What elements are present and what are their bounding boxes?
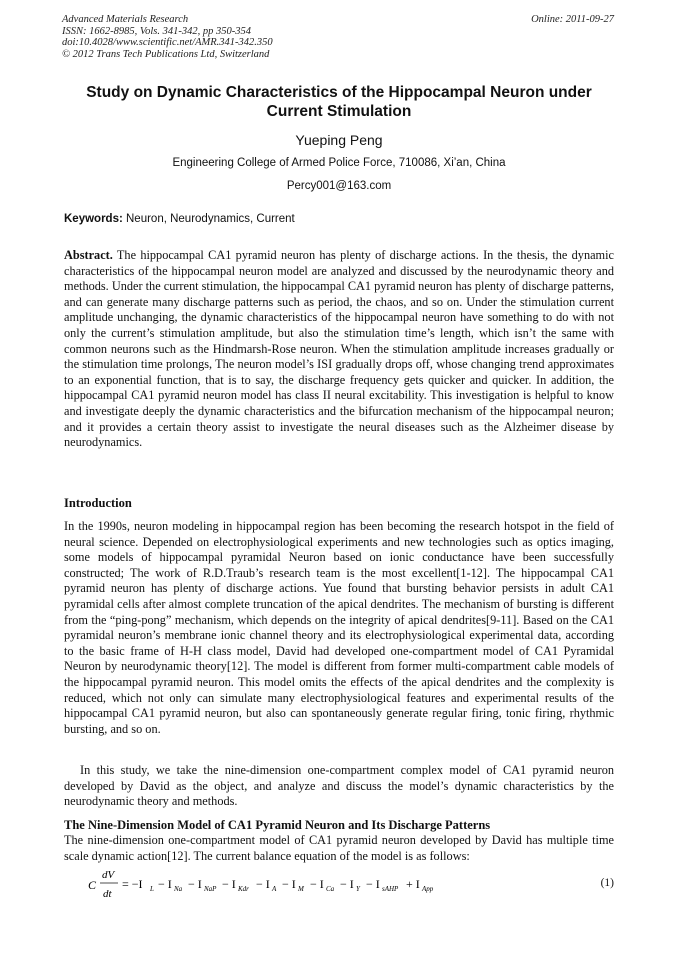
model-section-paragraph: The nine-dimension one-compartment model of CA1 pyramid neuron developed by David has multiple time scale dynamic action[12]. The current balance equation of the model is as follows: — [64, 833, 614, 863]
svg-text:Na: Na — [174, 885, 183, 893]
svg-text:+ I: + I — [406, 877, 420, 891]
equation-number: (1) — [600, 877, 614, 889]
author-email[interactable]: Percy001@163.com — [286, 180, 392, 192]
svg-text:M: M — [298, 885, 304, 893]
svg-text:Y: Y — [356, 885, 360, 893]
svg-text:− I: − I — [222, 877, 236, 891]
svg-text:− I: − I — [256, 877, 270, 891]
introduction-paragraph-2: In this study, we take the nine-dimension one-compartment complex model of CA1 pyramid neuron developed by David as the object, and analyze and discuss the model’s dynamic characteristics by the neurodynamic theory and methods. — [64, 763, 614, 809]
svg-text:− I: − I — [158, 877, 172, 891]
current-balance-equation — [88, 866, 614, 902]
author-name: Yueping Peng — [295, 132, 383, 148]
doi-line[interactable]: doi:10.4028/www.scientific.net/AMR.341-342.350 — [62, 37, 273, 48]
svg-text:dt: dt — [103, 888, 112, 900]
model-section-heading: The Nine-Dimension Model of CA1 Pyramid Neuron and Its Discharge Patterns — [64, 818, 491, 832]
keywords-text: Neuron, Neurodynamics, Current — [122, 213, 295, 225]
svg-text:dV: dV — [102, 869, 115, 881]
svg-text:L: L — [150, 885, 154, 893]
keywords-line — [64, 213, 295, 225]
journal-header — [62, 14, 273, 60]
introduction-paragraph-1: In the 1990s, neuron modeling in hippocampal region has been becoming the research hotspot in the field of neural science. Depended on electrophysiological experiments and new technologies such as optics imaging, some models of hippocampal pyramidal Neuron based on ionic conductance have been successfully constructed; The work of R.D.Traub’s research team is the most excellent[1-12]. The hippocampal CA1 pyramid neuron has plenty of discharge actions. Yue found that bursting behavior persists in adult CA1 pyramidal cells after almost complete truncation of the apical dendrites. The mechanism of bursting is different from the “ping-pong” mechanism, which depends on the integrity of apical dendrites[9-11]. Based on the CA1 pyramidal neuron’s membrane ionic channel theory and its electrophysiological experimental data, according to the basic frame of H-H class model, David had developed one-compartment model of CA1 Pyramidal Neuron by neurodynamic theory[12]. The model is different from former multi-compartment cable models of the hippocampal pyramid neuron. This model omits the effects of the apical dendrites and the complexity is reduced, which not only can simulate many electrophysiological features and experimental results of the hippocampal CA1 pyramid neuron, but also can spontaneously generate regular firing, tonic firing, rhythmic bursting, and so on. — [64, 519, 614, 736]
paper-title: Study on Dynamic Characteristics of the Hippocampal Neuron under Current Stimulation — [86, 84, 592, 120]
svg-text:= −I: = −I — [122, 877, 143, 891]
svg-text:Kdr: Kdr — [238, 885, 249, 893]
copyright-line: © 2012 Trans Tech Publications Ltd, Switzerland — [62, 48, 270, 60]
journal-name: Advanced Materials Research — [62, 14, 189, 25]
svg-text:A: A — [272, 885, 277, 893]
svg-text:Ca: Ca — [326, 885, 335, 893]
svg-text:− I: − I — [366, 877, 380, 891]
abstract-label: Abstract. — [64, 248, 113, 262]
abstract-text: The hippocampal CA1 pyramid neuron has plenty of discharge actions. In the thesis, the dynamic characteristics of the hippocampal neuron model are analyzed and discussed by the neurodynamic theory and methods. Under the current stimulation, the hippocampal CA1 pyramid neuron has plenty of discharge patterns, and can generate many discharge patterns such as period, the chaos, and so on. Under the stimulation current amplitude unchanging, the dynamic characteristics of the hippocampal neuron have something to do with not only the current’s stimulation amplitude, but also the stimulation time’s length, which isn’t the same with common neurons such as the Hindmarsh-Rose neuron. When the stimulation amplitude increases gradually or the stimulation time prolongs, The neuron model’s ISI gradually drops off, whose changing trend approximates to an exponential function, that is to say, the discharge frequency gets quicker and quicker. In addition, the hippocampal CA1 pyramid neuron model has class II neural excitability. This investigation is helpful to know and investigate deeply the dynamic characteristics and the bifurcation mechanism of the hippocampal neuron; and it provides a certain theory assist to investigate the neural diseases such as the Alzheimer disease by neurodynamics. — [64, 248, 614, 450]
abstract-paragraph — [64, 248, 614, 451]
svg-text:sAHP: sAHP — [382, 885, 399, 893]
svg-text:− I: − I — [340, 877, 354, 891]
svg-text:− I: − I — [282, 877, 296, 891]
equation-formula — [88, 866, 568, 902]
introduction-heading: Introduction — [64, 496, 132, 510]
svg-text:− I: − I — [310, 877, 324, 891]
svg-text:App: App — [422, 885, 434, 893]
svg-text:− I: − I — [188, 877, 202, 891]
author-affiliation: Engineering College of Armed Police Force, 710086, Xi’an, China — [172, 157, 506, 169]
svg-text:NaP: NaP — [204, 885, 217, 893]
online-date: Online: 2011-09-27 — [531, 14, 614, 25]
issn-line: ISSN: 1662-8985, Vols. 341-342, pp 350-354 — [62, 25, 251, 37]
svg-text:C: C — [88, 878, 97, 892]
keywords-label: Keywords: — [64, 213, 123, 225]
